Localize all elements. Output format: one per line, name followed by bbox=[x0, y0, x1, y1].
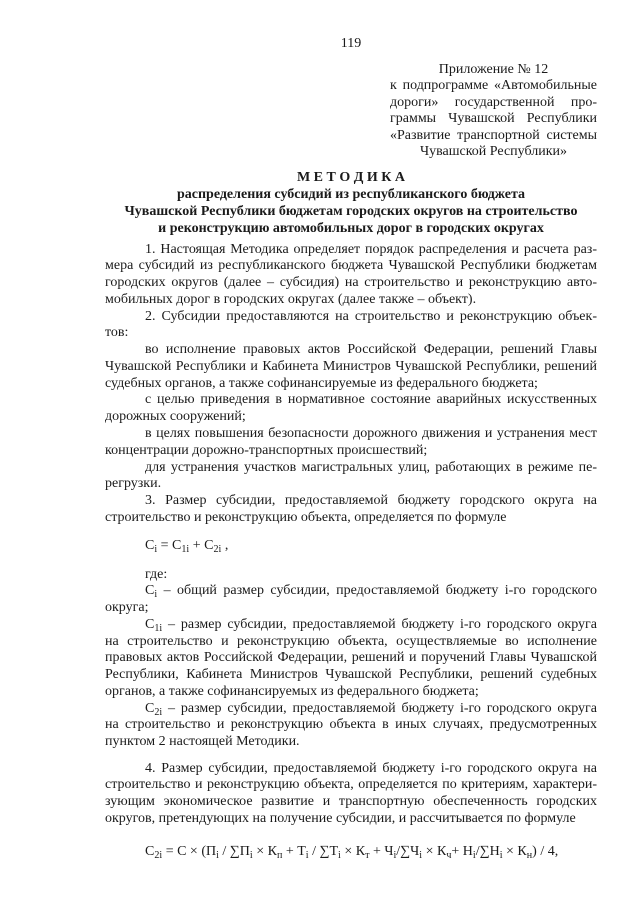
formula-subscript: 1i bbox=[181, 543, 190, 555]
formula-symbol: / ∑Т bbox=[308, 843, 339, 859]
formula-symbol: = С × (П bbox=[162, 843, 217, 859]
text-line: 2. Субсидии предоставляются на строительство и реконструкцию объек- bbox=[145, 308, 597, 324]
formula-symbol: × К bbox=[252, 843, 277, 859]
text-line: 1. Настоящая Методика определяет порядок распределения и расчета раз- bbox=[145, 241, 597, 257]
formula-subscript: i bbox=[154, 543, 158, 555]
text-line: строительство и реконструкцию объекта, определяется по критериям, характери- bbox=[105, 777, 597, 793]
paragraph-4 bbox=[105, 392, 597, 426]
formula-symbol: + С bbox=[189, 537, 214, 553]
appendix-line: граммы Чувашской Республики bbox=[390, 111, 597, 127]
title-line: Чувашской Республики бюджетам городских округов на строительство bbox=[124, 203, 578, 219]
formula-symbol: ) / 4, bbox=[532, 843, 559, 859]
term-definition: – общий размер субсидии, предоставляемой бюджету i-го городского bbox=[157, 583, 597, 599]
text-line: строительство и реконструкцию объекта, определяется по формуле bbox=[105, 509, 507, 525]
formula-symbol: , bbox=[221, 537, 229, 553]
formula-symbol: / ∑П bbox=[218, 843, 250, 859]
text-line: округа; bbox=[105, 600, 149, 616]
paragraph-9 bbox=[105, 617, 597, 701]
text-line bbox=[105, 617, 597, 634]
formula-subscript: 2i bbox=[213, 543, 222, 555]
formula-symbol: = С bbox=[157, 537, 182, 553]
paragraph-5 bbox=[105, 426, 597, 460]
formula-symbol: /∑Н bbox=[475, 843, 500, 859]
title-line: и реконструкцию автомобильных дорог в городских округах bbox=[158, 220, 544, 236]
text-line: тов: bbox=[105, 325, 129, 341]
text-line: городских округов (далее – субсидия) на строительство и реконструкцию авто- bbox=[105, 275, 597, 291]
formula-subscript: i bbox=[216, 849, 219, 861]
page-number: 119 bbox=[340, 36, 362, 51]
text-line: с целью приведения в нормативное состояние аварийных искусственных bbox=[145, 392, 597, 408]
text-line: правовых актов Российской Федерации, решений и поручений Главы Чувашской bbox=[105, 650, 597, 666]
formula-subscript: i bbox=[249, 849, 253, 861]
formula-symbol: + Ч bbox=[369, 843, 394, 859]
appendix-reference bbox=[390, 62, 597, 160]
paragraph-8 bbox=[105, 583, 597, 617]
formula-subscript: i bbox=[419, 849, 423, 861]
title-line: распределения субсидий из республиканского бюджета bbox=[176, 186, 526, 202]
paragraph-3 bbox=[105, 342, 597, 392]
text-line: Республики, Кабинета Министров Чувашской Республики, решений судебных bbox=[105, 667, 597, 683]
appendix-line: к подпрограмме «Автомобильные bbox=[390, 78, 597, 94]
appendix-line: Приложение № 12 bbox=[438, 62, 549, 77]
text-line: органов, а также софинансируемых из федерального бюджета; bbox=[105, 683, 479, 699]
text-line: 4. Размер субсидии, предоставляемой бюджету i-го городского округа на bbox=[145, 760, 597, 776]
text-line: дорожных сооружений; bbox=[105, 409, 246, 425]
text-line: мера субсидий из республиканского бюджета Чувашской Республики бюджетам bbox=[105, 258, 597, 274]
text-line: в целях повышения безопасности дорожного движения и устранения мест bbox=[145, 426, 597, 442]
term-definition: – размер субсидии, предоставляемой бюджету i-го городского округа bbox=[162, 700, 597, 716]
paragraph-2 bbox=[105, 309, 597, 343]
term-subscript: i bbox=[154, 589, 158, 601]
term-symbol: С bbox=[145, 700, 155, 716]
text-line: для устранения участков магистральных улиц, работающих в режиме пе- bbox=[145, 459, 597, 475]
paragraph-1 bbox=[105, 242, 597, 309]
appendix-line: «Развитие транспортной системы bbox=[390, 127, 597, 143]
text-line: судебных органов, а также софинансируемые из федерального бюджета; bbox=[105, 375, 538, 391]
formula-subscript: i bbox=[305, 849, 309, 861]
term-symbol: С bbox=[145, 583, 155, 599]
appendix-line: дороги» государственной про- bbox=[390, 94, 597, 110]
text-line: мобильных дорог в городских округах (далее также – объект). bbox=[105, 291, 477, 307]
term-symbol: С bbox=[145, 616, 155, 632]
text-line: на строительство и реконструкцию объекта, осуществляемые во исполнение bbox=[105, 633, 597, 649]
where-label: где: bbox=[145, 566, 168, 582]
formula-symbol: + Т bbox=[282, 843, 306, 859]
document-title bbox=[105, 169, 597, 237]
body-section-2 bbox=[105, 567, 597, 751]
formula-subscript: i bbox=[393, 849, 397, 861]
formula-subscript: ч bbox=[446, 849, 452, 861]
text-line: пунктом 2 настоящей Методики. bbox=[105, 734, 300, 750]
text-line: Чувашской Республики и Кабинета Министров Чувашской Республики, решений bbox=[105, 358, 597, 374]
formula-subscript: 2i bbox=[154, 849, 163, 861]
formula-symbol: + Н bbox=[451, 843, 473, 859]
formula-symbol: С bbox=[145, 843, 155, 859]
formula-subscript: i bbox=[338, 849, 341, 861]
formula-symbol: × К bbox=[422, 843, 447, 859]
formula-symbol: × К bbox=[502, 843, 527, 859]
formula-subsidy-other bbox=[145, 844, 558, 861]
formula-subscript: i bbox=[499, 849, 503, 861]
text-line bbox=[105, 701, 597, 718]
formula-subscript: п bbox=[276, 849, 283, 861]
text-line bbox=[105, 583, 597, 600]
formula-symbol: С bbox=[145, 537, 155, 553]
body-section-3 bbox=[105, 761, 597, 828]
text-line: во исполнение правовых актов Российской Федерации, решений Главы bbox=[145, 342, 597, 358]
formula-subscript: т bbox=[365, 849, 370, 861]
text-line: 3. Размер субсидии, предоставляемой бюджету городского округа на bbox=[145, 493, 597, 509]
formula-subscript: н bbox=[526, 849, 533, 861]
formula-symbol: /∑Ч bbox=[396, 843, 420, 859]
formula-subscript: i bbox=[472, 849, 476, 861]
term-subscript: 1i bbox=[154, 622, 163, 634]
text-line: регрузки. bbox=[105, 476, 162, 492]
text-line: концентрации дорожно-транспортных происшествий; bbox=[105, 442, 428, 458]
text-line: на строительство и реконструкцию объекта в иных случаях, предусмотренных bbox=[105, 717, 597, 733]
paragraph-7 bbox=[105, 493, 597, 527]
formula-symbol: × К bbox=[340, 843, 366, 859]
paragraph-6 bbox=[105, 460, 597, 494]
term-definition: – размер субсидии, предоставляемой бюджету i-го городского округа bbox=[162, 616, 597, 632]
paragraph-10 bbox=[105, 701, 597, 751]
text-line: округов, претендующих на получение субсидии, и рассчитывается по формуле bbox=[105, 810, 576, 826]
term-subscript: 2i bbox=[154, 706, 163, 718]
paragraph-11 bbox=[105, 761, 597, 828]
appendix-line: Чувашской Республики» bbox=[419, 143, 568, 159]
body-section-1 bbox=[105, 242, 597, 527]
formula-subsidy-total bbox=[145, 538, 228, 555]
text-line: зующим экономическое развитие и транспортную обеспеченность городских bbox=[105, 794, 597, 810]
title-heading: М Е Т О Д И К А bbox=[296, 169, 406, 185]
